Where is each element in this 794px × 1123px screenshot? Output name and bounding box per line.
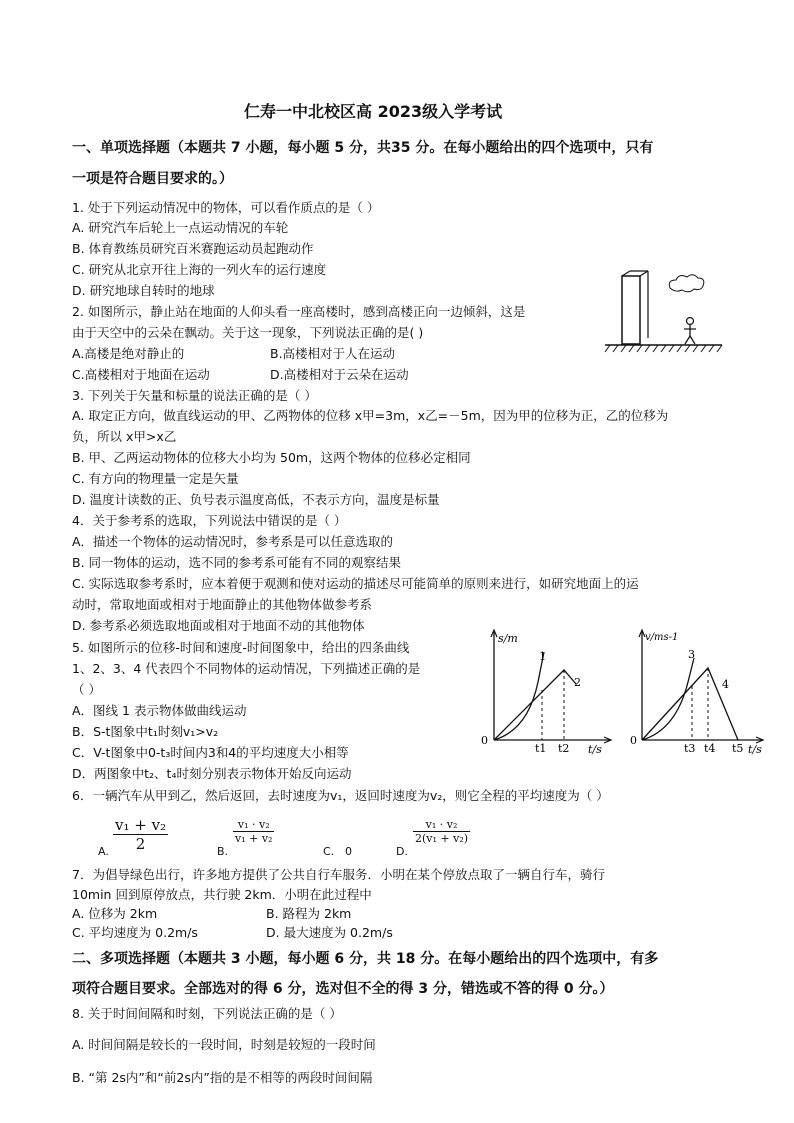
s-t-t1: t1: [535, 742, 547, 755]
q3-stem: 3. 下列关于矢量和标量的说法正确的是（ ）: [72, 388, 317, 403]
q2-stem-1: 2. 如图所示，静止站在地面的人仰头看一座高楼时，感到高楼正向一边倾斜，这是: [72, 304, 526, 319]
q2-option-d: D.高楼相对于云朵在运动: [270, 367, 409, 382]
q7-option-c: C. 平均速度为 0.2m/s: [72, 925, 198, 940]
s-t-graph: [476, 622, 621, 757]
s-t-curve-2-label: 2: [574, 676, 581, 689]
s-t-curve-1-label: 1: [539, 650, 546, 663]
q7-option-a: A. 位移为 2km: [72, 906, 158, 921]
s-t-xlabel: t/s: [588, 743, 602, 756]
q5-stem-1: 5. 如图所示的位移-时间和速度-时间图象中，给出的四条曲线: [72, 640, 410, 655]
q4-option-d: D. 参考系必须选取地面或相对于地面不动的其他物体: [72, 618, 365, 633]
q8-stem: 8. 关于时间间隔和时刻，下列说法正确的是（ ）: [72, 1006, 342, 1021]
q1-option-d: D. 研究地球自转时的地球: [72, 283, 215, 298]
q6-a-denominator: 2: [135, 835, 146, 853]
q4-option-a: A．描述一个物体的运动情况时，参考系是可以任意选取的: [72, 534, 394, 549]
s-t-origin: 0: [481, 734, 488, 747]
q6-option-b-fraction: [233, 818, 274, 845]
v-t-origin: 0: [630, 734, 637, 747]
q2-option-a: A.高楼是绝对静止的: [72, 346, 185, 361]
v-t-t5: t5: [732, 742, 744, 755]
q4-stem: 4．关于参考系的选取，下列说法中错误的是（ ）: [72, 513, 347, 528]
q5-option-b: B．S-t图象中t₁时刻v₁>v₂: [72, 724, 219, 739]
q7-stem-1: 7．为倡导绿色出行，许多地方提供了公共自行车服务．小明在某个停放点取了一辆自行车，骑行: [72, 867, 605, 882]
v-t-xlabel: t/s: [748, 743, 762, 756]
q6-b-numerator: v₁ · v₂: [233, 818, 274, 832]
page-title: 仁寿一中北校区高 2023级入学考试: [244, 102, 503, 121]
q5-option-d: D．两图象中t₂、t₄时刻分别表示物体开始反向运动: [72, 766, 352, 781]
v-t-ylabel: v/ms-1: [645, 632, 679, 643]
q1-option-b: B. 体育教练员研究百米赛跑运动员起跑动作: [72, 241, 314, 256]
v-t-curve-4-label: 4: [722, 678, 729, 691]
v-t-curve-3-label: 3: [688, 648, 695, 661]
section-single-header-2: 一项是符合题目要求的。）: [72, 171, 233, 187]
q6-d-denominator: 2(v₁ + v₂): [415, 832, 469, 845]
q6-a-numerator: v₁ + v₂: [115, 816, 167, 834]
v-t-graph: [628, 622, 783, 757]
q6-option-d-label: D.: [396, 845, 408, 858]
q4-option-c-2: 动时，常取地面或相对于地面静止的其他物体做参考系: [72, 597, 373, 612]
q8-option-b: B. “第 2s内”和“前2s内”指的是不相等的两段时间间隔: [72, 1070, 373, 1085]
v-t-t4: t4: [704, 742, 716, 755]
section-single-header: 一、单项选择题（本题共 7 小题，每小题 5 分，共35 分。在每小题给出的四个选项中，只有: [72, 140, 654, 156]
q6-option-b-label: B.: [217, 845, 229, 858]
q7-option-b: B. 路程为 2km: [266, 906, 352, 921]
q8-option-a: A. 时间间隔是较长的一段时间，时刻是较短的一段时间: [72, 1037, 376, 1052]
q7-stem-2: 10min 回到原停放点，共行驶 2km．小明在此过程中: [72, 887, 372, 902]
q5-option-a: A．图线 1 表示物体做曲线运动: [72, 703, 247, 718]
q6-option-a-fraction: [113, 816, 168, 853]
q6-option-d-fraction: [413, 818, 470, 845]
q2-option-c: C.高楼相对于地面在运动: [72, 367, 210, 382]
building-cloud-figure: [600, 268, 725, 353]
q3-option-a-2: 负，所以 x甲>x乙: [72, 429, 177, 444]
q6-option-a-label: A.: [98, 845, 109, 858]
q1-option-c: C. 研究从北京开往上海的一列火车的运行速度: [72, 262, 327, 277]
q6-option-c-value: 0: [345, 845, 352, 858]
q5-stem-3: （ ）: [72, 682, 101, 697]
v-t-t3: t3: [684, 742, 696, 755]
q3-option-a-1: A. 取定正方向，做直线运动的甲、乙两物体的位移 x甲=3m，x乙=－5m，因为甲的位移为正，乙的位移为: [72, 408, 669, 423]
q1-option-a: A. 研究汽车后轮上一点运动情况的车轮: [72, 220, 289, 235]
q3-option-b: B. 甲、乙两运动物体的位移大小均为 50m，这两个物体的位移必定相同: [72, 450, 471, 465]
q6-b-denominator: v₁ + v₂: [235, 832, 273, 845]
q2-stem-2: 由于天空中的云朵在飘动。关于这一现象，下列说法正确的是( ): [72, 325, 424, 340]
q4-option-b: B. 同一物体的运动，选不同的参考系可能有不同的观察结果: [72, 555, 402, 570]
q5-stem-2: 1、2、3、4 代表四个不同物体的运动情况，下列描述正确的是: [72, 661, 421, 676]
section-multi-header: 二、多项选择题（本题共 3 小题，每小题 6 分，共 18 分。在每小题给出的四个选项中，有多: [72, 951, 659, 967]
q6-d-numerator: v₁ · v₂: [413, 818, 470, 832]
q2-option-b: B.高楼相对于人在运动: [270, 346, 396, 361]
q5-option-c: C．V-t图象中0-t₃时间内3和4的平均速度大小相等: [72, 745, 349, 760]
section-multi-header-2: 项符合题目要求。全部选对的得 6 分，选对但不全的得 3 分，错选或不答的得 0 分。）: [72, 981, 614, 997]
q6-stem: 6．一辆汽车从甲到乙，然后返回，去时速度为v₁，返回时速度为v₂，则它全程的平均速度为（ ）: [72, 788, 609, 803]
q3-option-c: C. 有方向的物理量一定是矢量: [72, 471, 239, 486]
q4-option-c-1: C. 实际选取参考系时，应本着便于观测和使对运动的描述尽可能简单的原则来进行，如研究地面上的运: [72, 576, 639, 591]
q7-option-d: D. 最大速度为 0.2m/s: [266, 925, 393, 940]
q3-option-d: D. 温度计读数的正、负号表示温度高低，不表示方向，温度是标量: [72, 492, 440, 507]
s-t-t2: t2: [558, 742, 570, 755]
s-t-ylabel: s/m: [498, 632, 518, 645]
q1-stem: 1. 处于下列运动情况中的物体，可以看作质点的是（ ）: [72, 200, 380, 215]
q6-option-c-label: C.: [323, 845, 335, 858]
